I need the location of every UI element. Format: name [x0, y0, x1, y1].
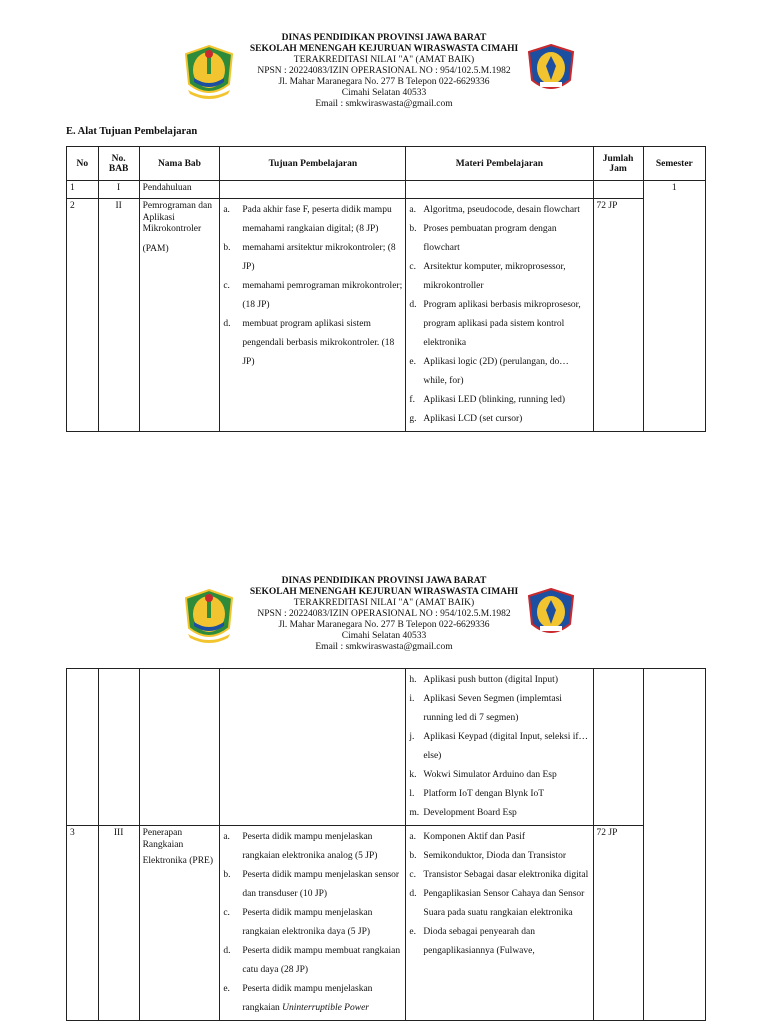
cell-jam — [593, 669, 643, 826]
cell-materi — [406, 199, 593, 432]
learning-objectives-table — [66, 146, 706, 432]
letterhead-npsn: NPSN : 20224083/IZIN OPERASIONAL NO : 954/102.5.M.1982 — [257, 66, 511, 76]
list-item: e. Dioda sebagai penyearah dan pengaplikasiannya (Fulwave, — [409, 927, 535, 956]
list-item: b. Semikonduktor, Dioda dan Transistor — [409, 851, 567, 861]
letterhead-email: Email : smkwiraswasta@gmail.com — [315, 99, 453, 109]
list-item: c. Transistor Sebagai dasar elektronika digital — [409, 870, 589, 880]
bab-abbreviation: (PAM) — [142, 243, 169, 254]
letterhead-npsn: NPSN : 20224083/IZIN OPERASIONAL NO : 954/102.5.M.1982 — [257, 609, 511, 619]
list-item: a. Pada akhir fase F, peserta didik mampu memahami rangkaian digital; (8 JP) — [223, 205, 392, 234]
cell-tujuan — [220, 181, 406, 199]
header-jumlah-jam: Jumlah Jam — [593, 147, 643, 181]
list-item: j. Aplikasi Keypad (digital Input, seleksi if…else) — [409, 732, 589, 761]
list-item: c. Peserta didik mampu menjelaskan rangkaian elektronika daya (5 JP) — [223, 908, 373, 937]
list-item: k. Wokwi Simulator Arduino dan Esp — [409, 770, 557, 780]
cell-no: 1 — [67, 181, 99, 199]
cell-bab: I — [98, 181, 139, 199]
cell-bab — [98, 669, 139, 826]
cell-semester — [643, 669, 705, 1021]
section-heading: E. Alat Tujuan Pembelajaran — [66, 126, 198, 137]
bab-title: Pemrograman dan Aplikasi Mikrokontroler — [142, 201, 212, 234]
letterhead-address: Jl. Mahar Maranegara No. 277 B Telepon 022-6629336 — [278, 620, 490, 630]
letterhead-accreditation: TERAKREDITASI NILAI "A" (AMAT BAIK) — [293, 598, 475, 608]
letterhead-agency: DINAS PENDIDIKAN PROVINSI JAWA BARAT — [281, 33, 487, 43]
cell-no: 2 — [67, 199, 99, 432]
list-item: h. Aplikasi push button (digital Input) — [409, 675, 558, 685]
cell-materi — [406, 181, 593, 199]
letterhead-school: SEKOLAH MENENGAH KEJURUAN WIRASWASTA CIMAHI — [249, 44, 519, 54]
letterhead-email: Email : smkwiraswasta@gmail.com — [315, 642, 453, 652]
cell-nama-bab — [139, 199, 220, 432]
header-nama-bab: Nama Bab — [139, 147, 220, 181]
cell-no — [67, 669, 99, 826]
list-item: d. Peserta didik mampu membuat rangkaian catu daya (28 JP) — [223, 946, 401, 975]
list-item: a. Komponen Aktif dan Pasif — [409, 832, 525, 842]
table-row — [67, 199, 706, 432]
cell-tujuan — [220, 669, 406, 826]
header-materi: Materi Pembelajaran — [406, 147, 593, 181]
letterhead-address: Jl. Mahar Maranegara No. 277 B Telepon 022-6629336 — [278, 77, 490, 87]
learning-objectives-table-continued — [66, 668, 706, 1021]
list-item: c. Arsitektur komputer, mikroprosessor, mikrokontroller — [409, 262, 566, 291]
cell-no: 3 — [67, 826, 99, 1021]
list-item: d. Program aplikasi berbasis mikroprosesor, program aplikasi pada sistem kontrol elektronika — [409, 300, 581, 348]
list-item: a. Peserta didik mampu menjelaskan rangkaian elektronika analog (5 JP) — [223, 832, 378, 861]
cell-jam: 72 JP — [593, 199, 643, 432]
list-item: f. Aplikasi LED (blinking, running led) — [409, 395, 566, 405]
cell-materi — [406, 669, 593, 826]
cell-tujuan — [220, 199, 406, 432]
list-item: b. Proses pembuatan program dengan flowchart — [409, 224, 557, 253]
cell-nama-bab — [139, 669, 220, 826]
bab-title: Penerapan Rangkaian — [142, 828, 184, 850]
letterhead — [0, 576, 768, 653]
list-item: b. Peserta didik mampu menjelaskan sensor dan transduser (10 JP) — [223, 870, 400, 899]
cell-nama-bab: Pendahuluan — [139, 181, 220, 199]
cell-jam — [593, 181, 643, 199]
list-item: a. Algoritma, pseudocode, desain flowchart — [409, 205, 580, 215]
list-item: g. Aplikasi LCD (set cursor) — [409, 414, 523, 424]
header-no: No — [67, 147, 99, 181]
letterhead-agency: DINAS PENDIDIKAN PROVINSI JAWA BARAT — [281, 576, 487, 586]
letterhead-city: Cimahi Selatan 40533 — [341, 88, 427, 98]
list-item: d. membuat program aplikasi sistem pengendali berbasis mikrokontroler. (18 JP) — [223, 319, 395, 367]
cell-materi — [406, 826, 593, 1021]
letterhead-city: Cimahi Selatan 40533 — [341, 631, 427, 641]
list-item: e. Aplikasi logic (2D) (perulangan, do…while, for) — [409, 357, 569, 386]
cell-semester: 1 — [643, 181, 705, 432]
cell-tujuan — [220, 826, 406, 1021]
header-semester: Semester — [643, 147, 705, 181]
list-item: i. Aplikasi Seven Segmen (implemtasi running led di 7 segmen) — [409, 694, 562, 723]
cell-nama-bab — [139, 826, 220, 1021]
letterhead-school: SEKOLAH MENENGAH KEJURUAN WIRASWASTA CIMAHI — [249, 587, 519, 597]
cell-bab: III — [98, 826, 139, 1021]
list-item: b. memahami arsitektur mikrokontroler; (8 JP) — [223, 243, 396, 272]
list-item: e. Peserta didik mampu menjelaskan rangkaian Uninterruptible Power — [223, 984, 373, 1013]
list-item: l. Platform IoT dengan Blynk IoT — [409, 789, 545, 799]
letterhead-accreditation: TERAKREDITASI NILAI "A" (AMAT BAIK) — [293, 55, 475, 65]
letterhead — [0, 33, 768, 110]
list-item: m. Development Board Esp — [409, 808, 517, 818]
table-row — [67, 181, 706, 199]
header-bab: No. BAB — [98, 147, 139, 181]
list-item: c. memahami pemrograman mikrokontroler; (18 JP) — [223, 281, 403, 310]
list-item: d. Pengaplikasian Sensor Cahaya dan Sensor Suara pada suatu rangkaian elektronika — [409, 889, 585, 918]
cell-jam: 72 JP — [593, 826, 643, 1021]
table-row — [67, 669, 706, 826]
bab-title-continued: Elektronika (PRE) — [142, 856, 214, 866]
header-tujuan: Tujuan Pembelajaran — [220, 147, 406, 181]
table-row — [67, 826, 706, 1021]
cell-bab: II — [98, 199, 139, 432]
